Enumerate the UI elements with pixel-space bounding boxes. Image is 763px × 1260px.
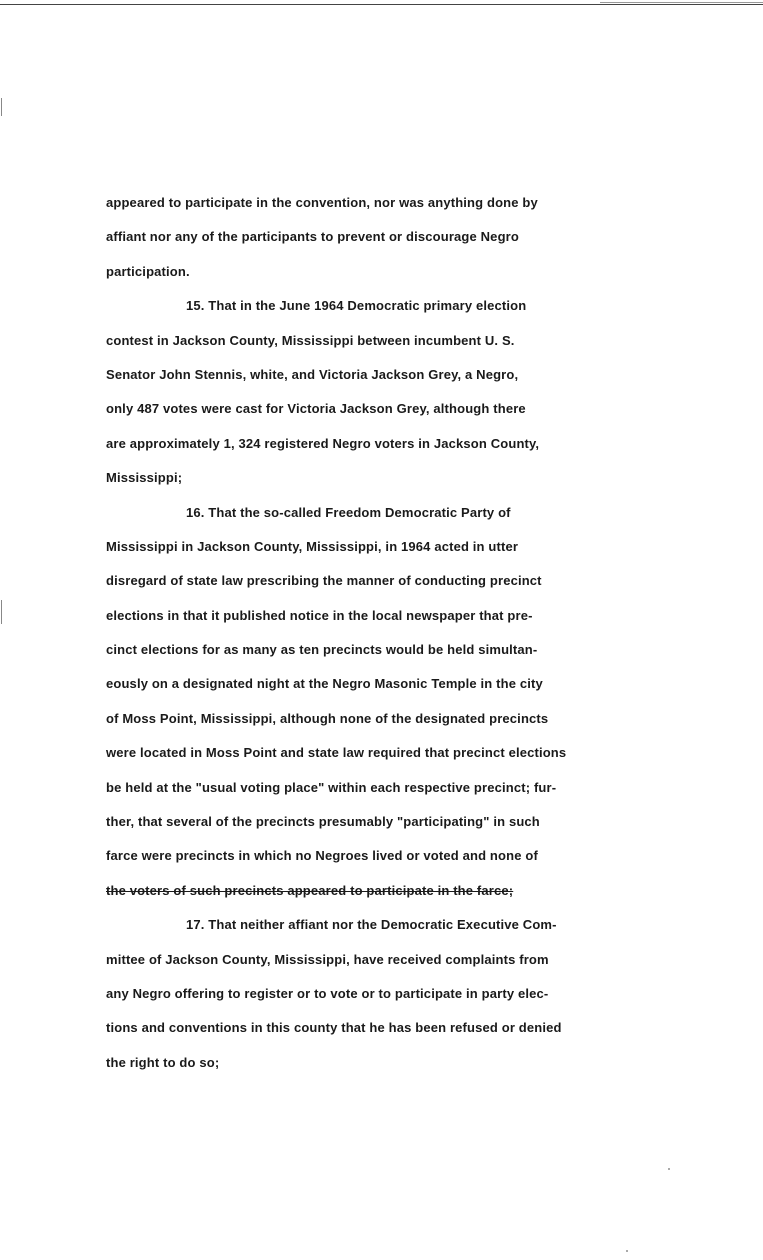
text-line-5: contest in Jackson County, Mississippi between incumbent U. S. [106, 332, 515, 348]
scan-speck [626, 1250, 628, 1252]
text-line-12: disregard of state law prescribing the manner of conducting precinct [106, 573, 542, 589]
struck-through-line: the voters of such precincts appeared to participate in the farce; [106, 882, 514, 898]
text-line-3: participation. [106, 263, 190, 279]
text-line-9: Mississippi; [106, 470, 183, 486]
text-line-8: are approximately 1, 324 registered Negro voters in Jackson County, [106, 435, 540, 451]
text-line-2: affiant nor any of the participants to prevent or discourage Negro [106, 229, 519, 245]
text-line-24: any Negro offering to register or to vote or to participate in party elec- [106, 985, 549, 1001]
text-line-17: were located in Moss Point and state law required that precinct elections [106, 745, 567, 761]
text-line-6: Senator John Stennis, white, and Victoria Jackson Grey, a Negro, [106, 366, 519, 382]
affidavit-body [106, 186, 666, 1080]
text-line-20: farce were precincts in which no Negroes lived or voted and none of [106, 848, 538, 864]
margin-mark-upper [1, 98, 2, 116]
text-line-7: only 487 votes were cast for Victoria Jackson Grey, although there [106, 401, 526, 417]
scan-speck [668, 1168, 670, 1170]
text-line-25: tions and conventions in this county that he has been refused or denied [106, 1020, 562, 1036]
text-line-1: appeared to participate in the convention, nor was anything done by [106, 195, 538, 210]
text-line-19: ther, that several of the precincts presumably "participating" in such [106, 814, 540, 830]
top-edge-rule-faint [600, 2, 763, 3]
paragraph-17-first-line: 17. That neither affiant nor the Democratic Executive Com- [186, 917, 557, 933]
text-line-11: Mississippi in Jackson County, Mississippi, in 1964 acted in utter [106, 538, 519, 554]
text-line-14: cinct elections for as many as ten precincts would be held simultan- [106, 642, 538, 658]
text-line-26: the right to do so; [106, 1054, 220, 1070]
text-line-18: be held at the "usual voting place" within each respective precinct; fur- [106, 779, 557, 795]
text-line-16: of Moss Point, Mississippi, although none of the designated precincts [106, 710, 549, 726]
paragraph-16-first-line: 16. That the so-called Freedom Democratic Party of [186, 504, 511, 520]
text-line-23: mittee of Jackson County, Mississippi, have received complaints from [106, 951, 549, 967]
margin-mark-middle [1, 600, 2, 624]
text-line-13: elections in that it published notice in the local newspaper that pre- [106, 607, 533, 623]
top-edge-rule [0, 4, 763, 5]
text-line-15: eously on a designated night at the Negro Masonic Temple in the city [106, 676, 543, 692]
paragraph-15-first-line: 15. That in the June 1964 Democratic primary election [186, 298, 527, 314]
